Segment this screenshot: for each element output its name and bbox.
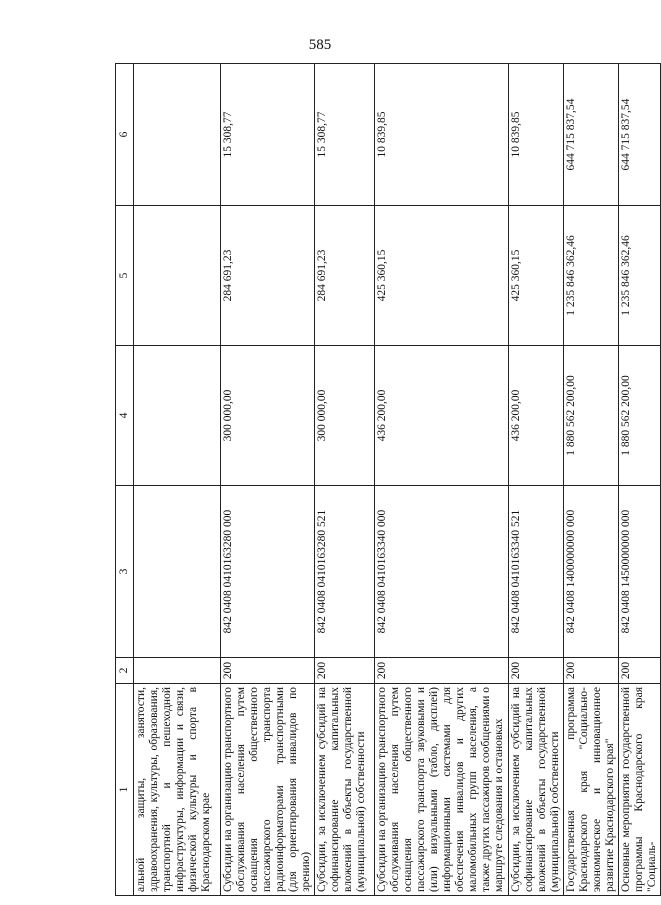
row-value-4: 300 000,00 <box>314 346 374 486</box>
header-col-6: 6 <box>116 64 134 206</box>
row-name: Государственная программа Краснодарского края "Социально-экономическое и инновационное развитие Краснодарского края" <box>563 684 618 896</box>
row-value-5: 1 235 846 362,46 <box>618 206 660 346</box>
row-value-4 <box>134 346 221 486</box>
row-value-5: 425 360,15 <box>508 206 563 346</box>
table-row <box>314 64 374 896</box>
row-code3: 842 0408 0410163340 000 <box>374 486 508 658</box>
row-name: Основные мероприятия государственной программы Краснодарского края "Социаль- <box>618 684 660 896</box>
table-row <box>134 64 221 896</box>
row-value-4: 436 200,00 <box>508 346 563 486</box>
rotated-table-container <box>115 64 658 896</box>
page-number: 585 <box>308 37 332 53</box>
row-value-6: 15 308,77 <box>221 64 315 206</box>
row-value-5: 1 235 846 362,46 <box>563 206 618 346</box>
table-row <box>374 64 508 896</box>
header-col-2: 2 <box>116 658 134 684</box>
row-code2: 200 <box>508 658 563 684</box>
row-value-6: 10 839,85 <box>508 64 563 206</box>
row-code2: 200 <box>374 658 508 684</box>
row-value-6: 644 715 837,54 <box>563 64 618 206</box>
table-row <box>563 64 618 896</box>
table-row <box>221 64 315 896</box>
row-value-5: 284 691,23 <box>221 206 315 346</box>
row-value-4: 1 880 562 200,00 <box>563 346 618 486</box>
row-value-4: 436 200,00 <box>374 346 508 486</box>
row-code3: 842 0408 1450000000 000 <box>618 486 660 658</box>
row-value-4: 300 000,00 <box>221 346 315 486</box>
row-code3 <box>134 486 221 658</box>
row-code3: 842 0408 0410163280 521 <box>314 486 374 658</box>
row-code3: 842 0408 1400000000 000 <box>563 486 618 658</box>
row-code2: 200 <box>314 658 374 684</box>
row-code2: 200 <box>563 658 618 684</box>
row-name: Субсидии, за исключением субсидий на софинансирование капитальных вложений в объекты государственной (муниципальной) собственности <box>508 684 563 896</box>
row-value-6 <box>134 64 221 206</box>
row-value-5: 284 691,23 <box>314 206 374 346</box>
row-value-5: 425 360,15 <box>374 206 508 346</box>
row-code3: 842 0408 0410163280 000 <box>221 486 315 658</box>
row-value-4: 1 880 562 200,00 <box>618 346 660 486</box>
row-value-5 <box>134 206 221 346</box>
row-name: Субсидии, за исключением субсидий на софинансирование капитальных вложений в объекты государственной (муниципальной) собственности <box>314 684 374 896</box>
row-name: альной защиты, занятости, здравоохранения, культуры, образования, транспортной и пешеходной инфраструктуры, информации и связи, физической культуры и спорта в Краснодарском крае <box>134 684 221 896</box>
header-col-1: 1 <box>116 684 134 896</box>
row-value-6: 10 839,85 <box>374 64 508 206</box>
row-name: Субсидии на организацию транспортного обслуживания населения путем оснащения общественного пассажирского транспорта радиоинформаторами транспортными (для ориентирования инвалидов по зрению) <box>221 684 315 896</box>
row-code2 <box>134 658 221 684</box>
row-value-6: 15 308,77 <box>314 64 374 206</box>
row-value-6: 644 715 837,54 <box>618 64 660 206</box>
table-row <box>618 64 660 896</box>
row-code3: 842 0408 0410163340 521 <box>508 486 563 658</box>
row-code2: 200 <box>221 658 315 684</box>
budget-table <box>115 63 661 896</box>
header-col-5: 5 <box>116 206 134 346</box>
row-code2: 200 <box>618 658 660 684</box>
table-header-row <box>116 64 134 896</box>
header-col-3: 3 <box>116 486 134 658</box>
header-col-4: 4 <box>116 346 134 486</box>
table-row <box>508 64 563 896</box>
row-name: Субсидии на организацию транспортного обслуживания населения путем оснащения общественного пассажирского транспорта звуковыми и (или) визуальными (табло, дисплей) информационными системами для обеспечения инвалидов и других маломобильных групп населения, а также других пассажиров сообщениями о маршруте следования и остановках <box>374 684 508 896</box>
